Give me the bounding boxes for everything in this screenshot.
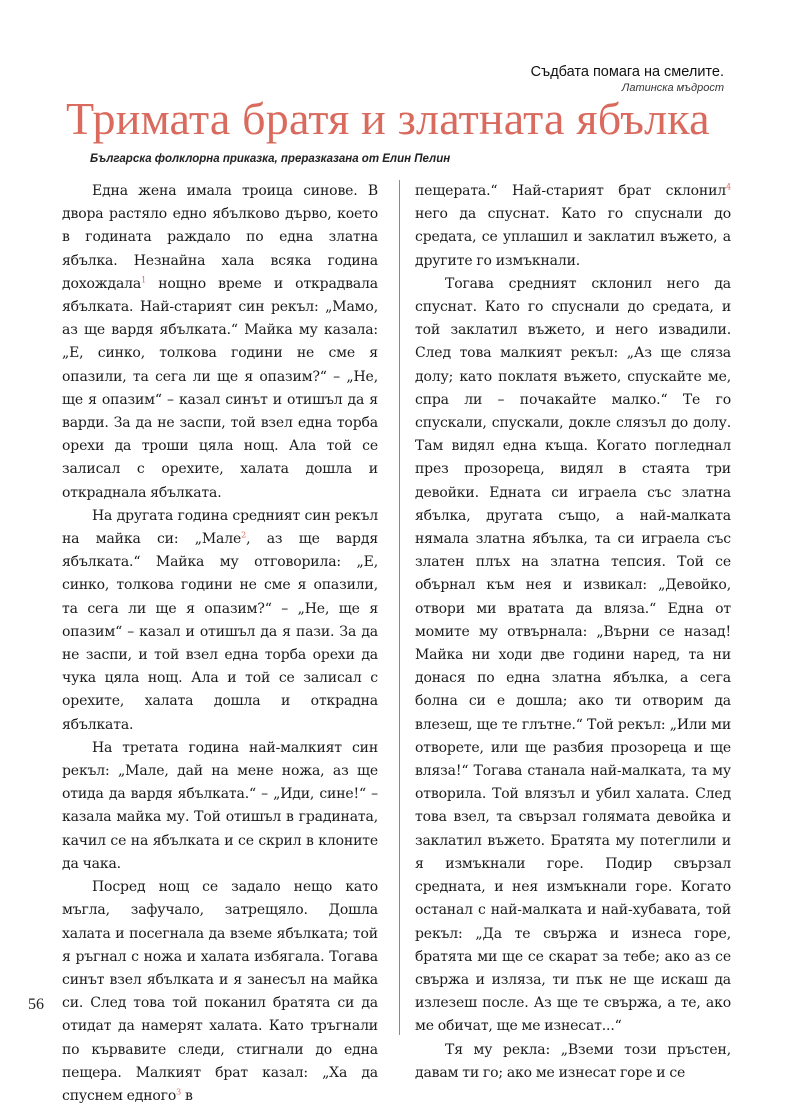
- footnote-marker[interactable]: 3: [176, 1087, 182, 1097]
- page-number: 56: [28, 996, 44, 1013]
- text-run: Посред нощ се задало нещо като мъгла, зафучало, затрещяло. Дошла халата и посегнала да вземе ябълката; той я ръгнал с ножа и халата избягала. Тогава синът взел ябълката и я занесъл на майка си. След това той поканил братята си да отидат да намерят халата. Като тръгнали по кървавите следи, стигнали до една пещера. Малкият брат казал: „Ха да спуснем едного: [62, 879, 378, 1104]
- paragraph: Тогава средният склонил него да спуснат. Като го спуснали до средата, и той заклатил въжето, и него извадили. След това малкият рекъл: „Аз ще сляза долу; като поклатя въжето, спускайте ме, спра ли – почакайте малко.“ Те го спускали, спускали, докле слязъл до долу. Там видял една къща. Когато погледнал през прозореца, видял в стаята три девойки. Едната си играела със златна ябълка, другата също, а най-малката нямала златна ябълка, та си играела със златен плъх на златна тепсия. Той се обърнал към нея и извикал: „Девойко, отвори ми вратата да вляза.“ Една от момите му отвърнала: „Върни се назад! Майка ни ходи две години наред, та ни донася по една златна ябълка, а сега болна си е дошла; ако ти отворим да влезеш, ще те глътне.“ Той рекъл: „Или ми отворете, или ще разбия прозореца и ще вляза!“ Тогава станала най-малката, та му отворила. Той влязъл и убил халата. След това взел, та свързал голямата девойка и заклатил въжето. Братята му потеглили и я измъкнали горе. Подир свързал средната, и нея измъкнали горе. Когато останал с най-малката и най-хубавата, той рекъл: „Да те свържа и изнеса горе, братята ми ще се скарат за тебе; ако аз се свържа и изляза, ти пък не ще искаш да излезеш после. Аз ще те свържа, а те, ако ме обичат, ще ме изнесат...“: [415, 275, 731, 1035]
- text-run: него да спуснат. Като го спуснали до средата, се уплашил и заклатил въжето, а другите го измъкнали.: [415, 206, 731, 269]
- paragraph: На третата година най-малкият син рекъл: „Мале, дай на мене ножа, аз ще отида да вардя ябълката.“ – „Иди, сине!“ – казала майка му. Той отишъл в градината, качил се на ябълката и се скрил в клоните да чака.: [62, 739, 378, 872]
- footnote-marker[interactable]: 4: [726, 182, 731, 192]
- epigraph: [531, 64, 724, 94]
- story-subtitle: Българска фолклорна приказка, преразказана от Елин Пелин: [90, 153, 451, 165]
- left-column: [62, 180, 378, 1108]
- paragraph: [62, 505, 378, 737]
- footnote-marker[interactable]: 2: [241, 530, 247, 540]
- footnote-marker[interactable]: 1: [141, 275, 147, 285]
- epigraph-quote: Съдбата помага на смелите.: [530, 64, 724, 80]
- story-title: Тримата братя и златната ябълка: [66, 93, 710, 144]
- text-run: нощно време и открадвала ябълката. Най-старият син рекъл: „Мамо, аз ще вардя ябълката.“ Майка му казала: „Е, синко, толкова години не сме я опазили, та сега ли ще я опазим?“ – „Не, ще я опазим“ – казал синът и отишъл да я варди. За да не заспи, той взел една торба орехи да троши цяла нощ. Ала той се залисал с орехите, халата дошла и откраднала ябълката.: [62, 275, 378, 501]
- text-run: , аз ще вардя ябълката.“ Майка му отговорила: „Е, синко, толкова години не сме я опазили, та сега ли ще я опазим?“ – „Не, ще я опазим“ – казал и отишъл да я пази. За да не заспи, и той взел една торба орехи да чука цяла нощ. Ала и той се залисал с орехите, халата дошла и открадна ябълката.: [62, 531, 379, 733]
- column-divider: [399, 180, 400, 1035]
- paragraph: Тя му рекла: „Вземи този пръстен, давам ти го; ако ме изнесат горе и се: [415, 1041, 731, 1081]
- text-run: в: [181, 1087, 193, 1104]
- paragraph: [62, 180, 378, 505]
- text-run: пещерата.“ Най-старият брат склонил: [415, 183, 727, 199]
- paragraph: [415, 180, 731, 273]
- text-run: На другата година средният син рекъл на майка си: „Мале: [62, 507, 378, 548]
- paragraph: [62, 876, 378, 1108]
- epigraph-source: Латинска мъдрост: [621, 82, 724, 94]
- right-column: [415, 180, 731, 1085]
- text-run: Една жена имала троица синове. В двора растяло едно ябълково дърво, което в годината раждало по една златна ябълка. Незнайна хала всяка година дохождала: [62, 183, 378, 292]
